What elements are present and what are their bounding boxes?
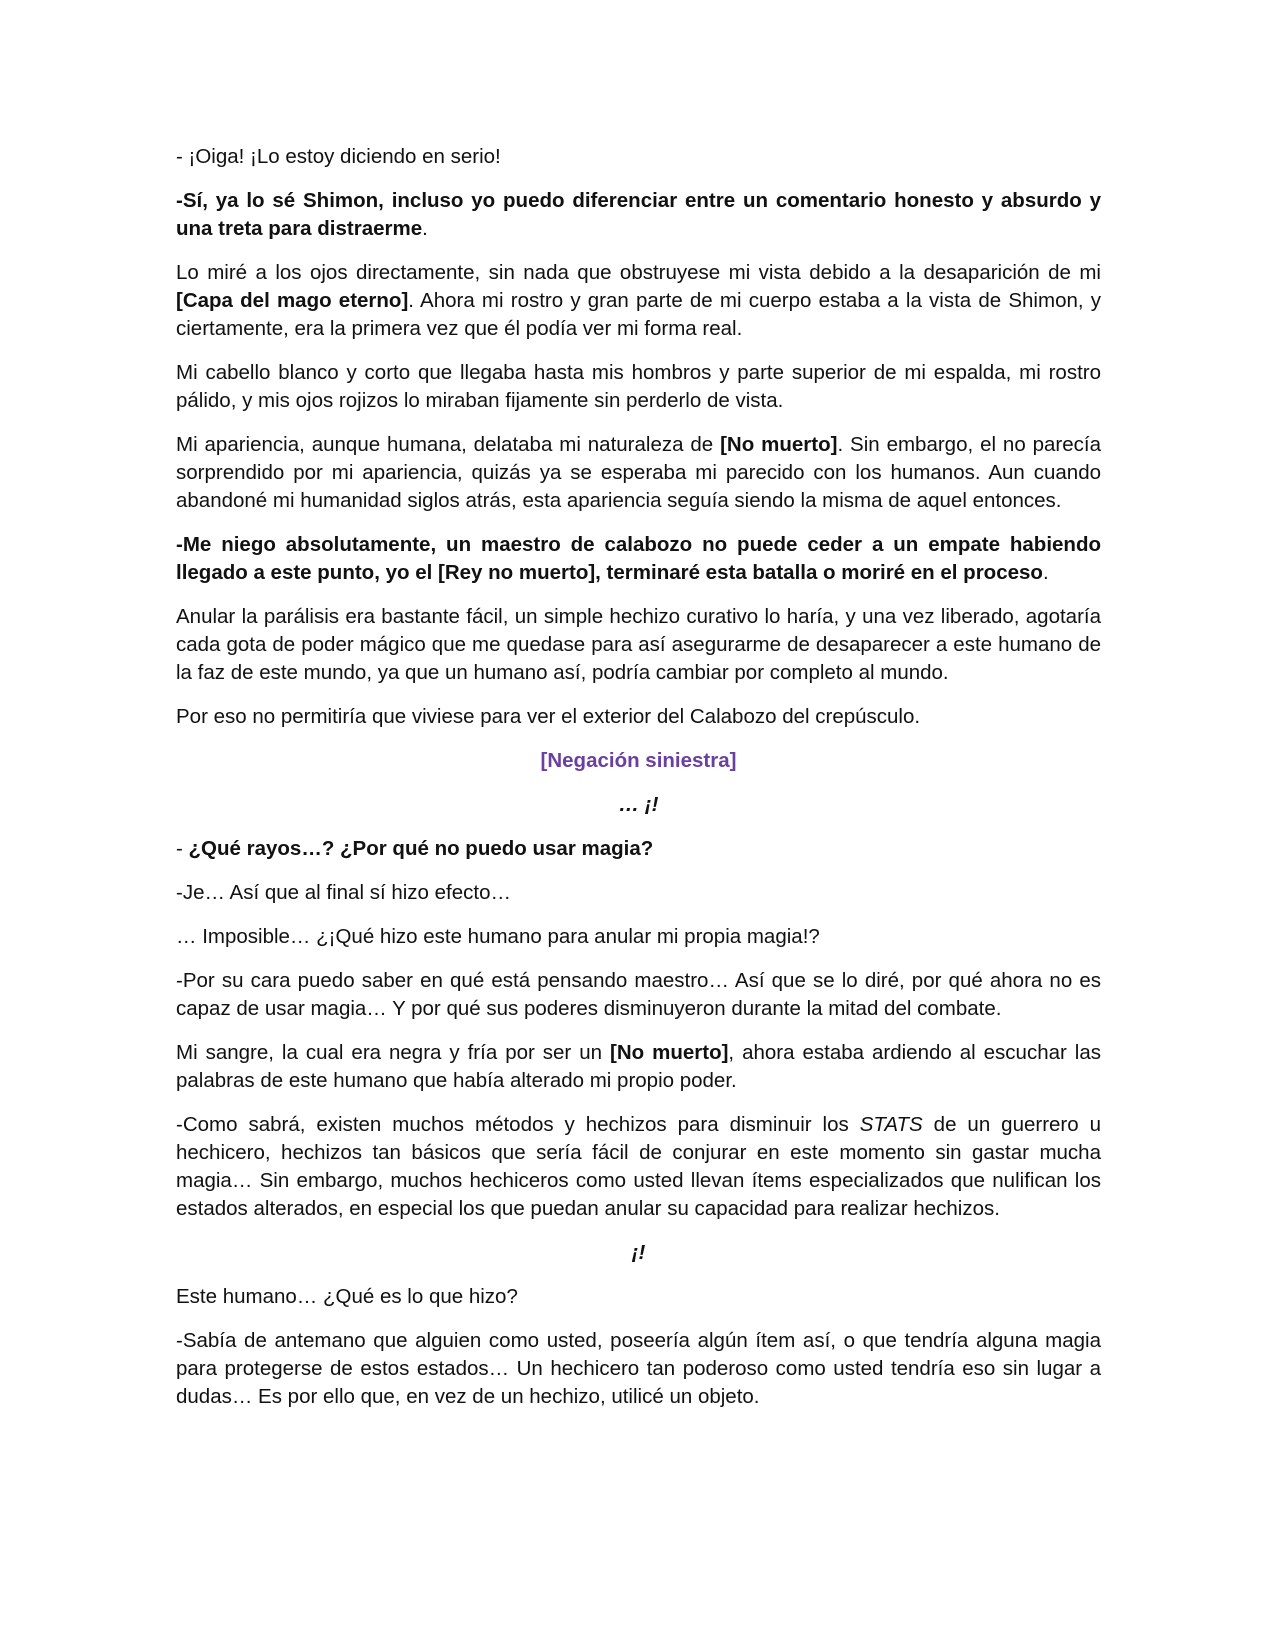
dialogue-tail: .	[422, 217, 428, 240]
paragraph-16: -Sabía de antemano que alguien como usted, poseería algún ítem así, o que tendría alguna magia para protegerse de estos estados… Un hechicero tan poderoso como usted tendría eso sin lugar a dudas… Es por ello que, en vez de un hechizo, utilicé un objeto.	[176, 1329, 1101, 1408]
dialogue-tail: .	[1042, 561, 1049, 584]
dialogue-bold: -Sí, ya lo sé Shimon, incluso yo puedo diferenciar entre un comentario honesto y absurdo y una treta para distraerme	[176, 189, 1101, 240]
text-run: , ahora estaba ardiendo al escuchar las palabras de este humano que había alterado mi propio poder.	[176, 1041, 1102, 1092]
paragraph-4: Mi cabello blanco y corto que llegaba hasta mis hombros y parte superior de mi espalda, mi rostro pálido, y mis ojos rojizos lo miraban fijamente sin perderlo de vista.	[176, 361, 1101, 412]
dialogue-bold: -Me niego absolutamente, un maestro de calabozo no puede ceder a un empate habiendo llegado a este punto, yo el [Rey no muerto], terminaré esta batalla o moriré en el proceso	[176, 533, 1101, 584]
paragraph-5	[176, 431, 1101, 515]
sound-effect-2: ¡!	[631, 1241, 646, 1264]
text-run: Mi apariencia, aunque humana, delataba mi naturaleza de	[176, 433, 721, 456]
paragraph-12: -Por su cara puedo saber en qué está pensando maestro… Así que se lo diré, por qué ahora no es capaz de usar magia… Y por qué sus poderes disminuyeron durante la mitad del combate.	[176, 969, 1101, 1020]
text-run: . Ahora mi rostro y gran parte de mi cuerpo estaba a la vista de Shimon, y ciertamente, era la primera vez que él podía ver mi forma real.	[176, 289, 1102, 340]
paragraph-11: … Imposible… ¿¡Qué hizo este humano para anular mi propia magia!?	[176, 925, 820, 948]
document-page	[176, 143, 1101, 1427]
text-run: Mi sangre, la cual era negra y fría por ser un	[176, 1041, 610, 1064]
dialogue-bold: ¿Qué rayos…? ¿Por qué no puedo usar magia?	[188, 837, 654, 860]
skill-name: [Negación siniestra]	[540, 749, 737, 772]
paragraph-14	[176, 1111, 1101, 1223]
paragraph-9	[176, 835, 1101, 863]
race-name: [No muerto]	[720, 433, 838, 456]
paragraph-3	[176, 259, 1101, 343]
paragraph-6	[176, 531, 1101, 587]
paragraph-10: -Je… Así que al final sí hizo efecto…	[176, 881, 511, 904]
paragraph-7: Anular la parálisis era bastante fácil, un simple hechizo curativo lo haría, y una vez liberado, agotaría cada gota de poder mágico que me quedase para así asegurarme de desaparecer a este humano de la faz de este mundo, ya que un humano así, podría cambiar por completo al mundo.	[176, 605, 1101, 684]
text-run: Lo miré a los ojos directamente, sin nada que obstruyese mi vista debido a la desaparición de mi	[176, 261, 1101, 284]
paragraph-2	[176, 187, 1101, 243]
sound-effect-1: … ¡!	[618, 793, 659, 816]
stats-term: STATS	[859, 1113, 923, 1136]
race-name: [No muerto]	[610, 1041, 729, 1064]
text-run: -	[176, 837, 189, 860]
paragraph-8: Por eso no permitiría que viviese para ver el exterior del Calabozo del crepúsculo.	[176, 705, 921, 728]
text-run: . Sin embargo, el no parecía sorprendido por mi apariencia, quizás ya se esperaba mi parecido con los humanos. Aun cuando abandoné mi humanidad siglos atrás, esta apariencia seguía siendo la misma de aquel entonces.	[176, 433, 1101, 512]
item-name: [Capa del mago eterno]	[176, 289, 409, 312]
paragraph-13	[176, 1039, 1101, 1095]
paragraph-15: Este humano… ¿Qué es lo que hizo?	[176, 1285, 518, 1308]
text-run: de un guerrero u hechicero, hechizos tan básicos que sería fácil de conjurar en este momento sin gastar mucha magia… Sin embargo, muchos hechiceros como usted llevan ítems especializados que nulifican los estados alterados, en especial los que puedan anular su capacidad para realizar hechizos.	[176, 1113, 1101, 1220]
text-run: -Como sabrá, existen muchos métodos y hechizos para disminuir los	[176, 1113, 860, 1136]
paragraph-1: - ¡Oiga! ¡Lo estoy diciendo en serio!	[176, 145, 501, 168]
